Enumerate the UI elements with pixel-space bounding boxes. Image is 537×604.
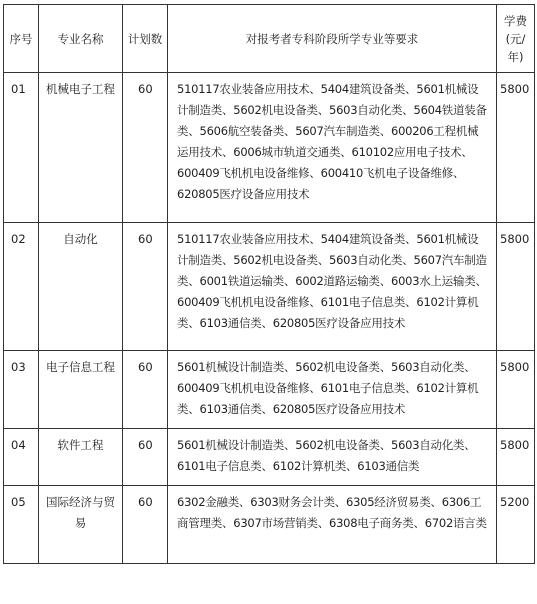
row-name: 自动化 [39,223,123,351]
row-plan: 60 [123,429,168,486]
header-name: 专业名称 [39,5,123,73]
row-no: 02 [4,223,39,351]
header-plan: 计划数 [123,5,168,73]
row-fee: 5800 [497,429,535,486]
table-row [4,486,535,564]
row-plan: 60 [123,351,168,429]
row-name: 机械电子工程 [39,73,123,223]
row-plan: 60 [123,486,168,564]
row-requirements: 510117农业装备应用技术、5404建筑设备类、5601机械设计制造类、5602机电设备类、5603自动化类、5604铁道装备类、5606航空装备类、5607汽车制造类、600206工程机械运用技术、6006城市轨道交通类、610102应用电子技术、600409飞机机电设备维修、600410飞机电子设备维修、620805医疗设备应用技术 [168,73,497,223]
header-req: 对报考者专科阶段所学专业等要求 [168,5,497,73]
header-no: 序号 [4,5,39,73]
row-requirements: 5601机械设计制造类、5602机电设备类、5603自动化类、6101电子信息类、6102计算机类、6103通信类 [168,429,497,486]
row-fee: 5800 [497,223,535,351]
row-requirements: 510117农业装备应用技术、5404建筑设备类、5601机械设计制造类、5602机电设备类、5603自动化类、5607汽车制造类、6001铁道运输类、6002道路运输类、6003水上运输类、600409飞机机电设备维修、6101电子信息类、6102计算机类、6103通信类、620805医疗设备应用技术 [168,223,497,351]
row-plan: 60 [123,223,168,351]
row-no: 05 [4,486,39,564]
header-row [4,5,535,73]
row-plan: 60 [123,73,168,223]
table-row [4,73,535,223]
header-fee: 学费(元/年) [497,5,535,73]
row-fee: 5800 [497,73,535,223]
table-row [4,351,535,429]
row-name: 电子信息工程 [39,351,123,429]
table-row [4,223,535,351]
table-row [4,429,535,486]
row-name: 国际经济与贸易 [39,486,123,564]
row-requirements: 6302金融类、6303财务会计类、6305经济贸易类、6306工商管理类、6307市场营销类、6308电子商务类、6702语言类 [168,486,497,564]
row-fee: 5800 [497,351,535,429]
row-requirements: 5601机械设计制造类、5602机电设备类、5603自动化类、600409飞机机电设备维修、6101电子信息类、6102计算机类、6103通信类、620805医疗设备应用技术 [168,351,497,429]
row-no: 03 [4,351,39,429]
row-name: 软件工程 [39,429,123,486]
row-no: 01 [4,73,39,223]
row-fee: 5200 [497,486,535,564]
program-table [3,4,535,564]
row-no: 04 [4,429,39,486]
